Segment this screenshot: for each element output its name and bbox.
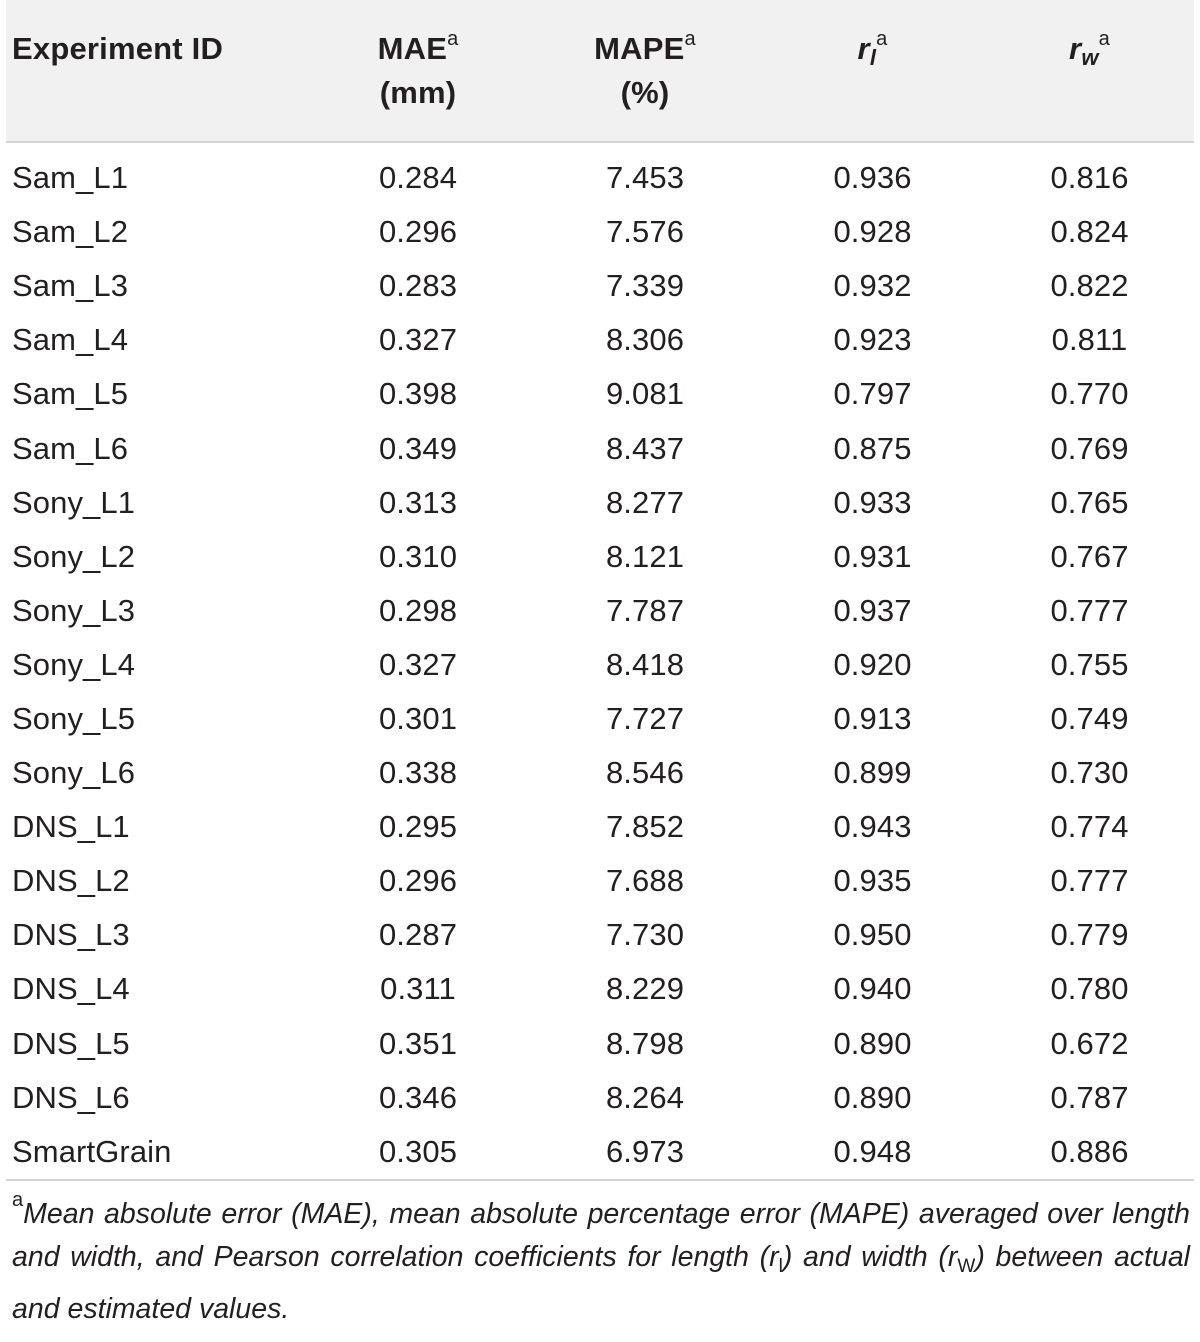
table-row — [6, 367, 1194, 421]
cell-mae: 0.296 — [378, 863, 458, 899]
table-row — [6, 800, 1194, 854]
cell-rw: 0.779 — [1050, 917, 1129, 953]
header-experiment-id: Experiment ID — [12, 31, 224, 66]
cell-mae: 0.301 — [378, 700, 458, 736]
cell-rw: 0.769 — [1050, 430, 1129, 466]
header-divider — [6, 142, 1194, 151]
cell-mae: 0.298 — [378, 592, 458, 628]
cell-mae: 0.295 — [378, 809, 458, 845]
cell-rw: 0.774 — [1050, 809, 1129, 845]
cell-rw: 0.730 — [1050, 755, 1129, 791]
cell-rl: 0.923 — [833, 322, 912, 358]
cell-mape: 7.453 — [605, 160, 685, 196]
cell-experiment-id: DNS_L5 — [12, 1025, 130, 1061]
cell-experiment-id: Sam_L2 — [12, 214, 129, 250]
cell-mae: 0.327 — [378, 646, 458, 682]
cell-mape: 7.852 — [605, 809, 685, 845]
cell-mae: 0.283 — [378, 268, 458, 304]
cell-mae: 0.310 — [378, 538, 458, 574]
cell-mape: 6.973 — [530, 1125, 760, 1180]
cell-mape: 9.081 — [605, 376, 685, 412]
cell-mape: 7.576 — [605, 214, 685, 250]
cell-experiment-id: Sam_L3 — [12, 268, 129, 304]
cell-mape: 8.437 — [605, 430, 685, 466]
cell-rw: 0.824 — [1050, 214, 1129, 250]
cell-experiment-id: DNS_L4 — [12, 971, 130, 1007]
cell-rw: 0.755 — [1050, 646, 1129, 682]
cell-mape: 8.798 — [605, 1025, 685, 1061]
cell-rl: 0.913 — [833, 700, 912, 736]
cell-mae: 0.349 — [378, 430, 458, 466]
cell-experiment-id: Sony_L6 — [12, 755, 136, 791]
cell-experiment-id: Sam_L5 — [12, 376, 129, 412]
cell-experiment-id: Sam_L1 — [12, 160, 129, 196]
cell-experiment-id: DNS_L6 — [12, 1079, 130, 1115]
cell-rl: 0.937 — [833, 592, 912, 628]
cell-mape: 7.727 — [605, 700, 685, 736]
cell-rw: 0.749 — [1050, 700, 1129, 736]
cell-rl: 0.890 — [833, 1025, 912, 1061]
cell-rl: 0.899 — [833, 755, 912, 791]
cell-mae: 0.338 — [378, 755, 458, 791]
table-row — [6, 151, 1194, 205]
cell-rl: 0.920 — [833, 646, 912, 682]
cell-rl: 0.943 — [833, 809, 912, 845]
cell-rl: 0.797 — [833, 376, 912, 412]
cell-mape: 7.688 — [605, 863, 685, 899]
cell-rl: 0.935 — [833, 863, 912, 899]
cell-mae: 0.296 — [378, 214, 458, 250]
cell-experiment-id: Sony_L5 — [12, 700, 136, 736]
cell-mape: 7.339 — [605, 268, 685, 304]
cell-experiment-id: DNS_L3 — [12, 917, 130, 953]
cell-experiment-id: Sony_L1 — [12, 484, 136, 520]
cell-mape: 8.546 — [605, 755, 685, 791]
cell-rl: 0.890 — [833, 1079, 912, 1115]
header-rl: $r_l^a$ — [857, 27, 888, 70]
table-row — [6, 259, 1194, 313]
table-row — [6, 746, 1194, 800]
cell-mae: 0.346 — [378, 1079, 458, 1115]
cell-mae: 0.351 — [378, 1025, 458, 1061]
table-row — [6, 962, 1194, 1016]
cell-rw: 0.780 — [1050, 971, 1129, 1007]
table-row — [6, 638, 1194, 692]
cell-rw: 0.822 — [1050, 268, 1129, 304]
cell-rl: 0.931 — [833, 538, 912, 574]
cell-rl: 0.875 — [833, 430, 912, 466]
cell-mape: 8.121 — [605, 538, 685, 574]
header-mae: MAE$^a$ (mm) — [377, 27, 459, 110]
cell-rl: 0.948 — [760, 1125, 985, 1180]
cell-experiment-id: DNS_L2 — [12, 863, 130, 899]
cell-mape: 8.277 — [605, 484, 685, 520]
cell-mape: 8.264 — [605, 1079, 685, 1115]
table-row — [6, 421, 1194, 475]
cell-rw: 0.770 — [1050, 376, 1129, 412]
cell-mape: 7.730 — [605, 917, 685, 953]
cell-mape: 8.418 — [605, 646, 685, 682]
cell-experiment-id: Sony_L4 — [12, 646, 136, 682]
cell-rl: 0.936 — [833, 160, 912, 196]
cell-rl: 0.933 — [833, 484, 912, 520]
table-row — [6, 530, 1194, 584]
cell-mae: 0.327 — [378, 322, 458, 358]
cell-mae: 0.311 — [380, 971, 456, 1007]
header-row — [6, 0, 1194, 142]
cell-rw: 0.672 — [1050, 1025, 1129, 1061]
cell-mae: 0.284 — [378, 160, 458, 196]
cell-rw: 0.777 — [1050, 592, 1129, 628]
cell-rw: 0.886 — [985, 1125, 1194, 1180]
cell-experiment-id: Sam_L4 — [12, 322, 129, 358]
cell-mape: 8.306 — [605, 322, 685, 358]
table-container — [6, 0, 1194, 1331]
cell-rw: 0.765 — [1050, 484, 1129, 520]
header-mape: MAPE$^a$ (%) — [594, 27, 696, 110]
cell-mape: 7.787 — [605, 592, 685, 628]
header-rw: $r_w^a$ — [1069, 27, 1110, 70]
cell-experiment-id: Sony_L2 — [12, 538, 136, 574]
cell-experiment-id: SmartGrain — [6, 1125, 306, 1180]
cell-rw: 0.811 — [1051, 322, 1128, 358]
table-row — [6, 854, 1194, 908]
cell-experiment-id: DNS_L1 — [12, 809, 130, 845]
table-row — [6, 476, 1194, 530]
table-row — [6, 205, 1194, 259]
table-row — [6, 1125, 1194, 1180]
cell-mae: 0.313 — [378, 484, 458, 520]
cell-mae: 0.305 — [306, 1125, 530, 1180]
cell-rw: 0.816 — [1050, 160, 1129, 196]
table-footnote: $^a$Mean absolute error (MAE), mean absolute percentage error (MAPE) averaged over length and width, and Pearson correlation coefficients for length $(r_l)$ and width $(r_W)$ between actual and estimated values. — [12, 1189, 1190, 1325]
cell-rl: 0.928 — [833, 214, 912, 250]
table-row — [6, 692, 1194, 746]
cell-rl: 0.932 — [833, 268, 912, 304]
table-row — [6, 908, 1194, 962]
cell-rl: 0.950 — [833, 917, 912, 953]
table-row — [6, 584, 1194, 638]
cell-mape: 8.229 — [605, 971, 685, 1007]
table-row — [6, 1017, 1194, 1071]
table-row — [6, 1071, 1194, 1125]
cell-mae: 0.287 — [378, 917, 458, 953]
cell-mae: 0.398 — [378, 376, 458, 412]
cell-rw: 0.767 — [1050, 538, 1129, 574]
table-row — [6, 313, 1194, 367]
cell-rw: 0.777 — [1050, 863, 1129, 899]
results-table — [6, 0, 1194, 1181]
cell-rl: 0.940 — [833, 971, 912, 1007]
cell-rw: 0.787 — [1050, 1079, 1129, 1115]
cell-experiment-id: Sam_L6 — [12, 430, 129, 466]
cell-experiment-id: Sony_L3 — [12, 592, 136, 628]
